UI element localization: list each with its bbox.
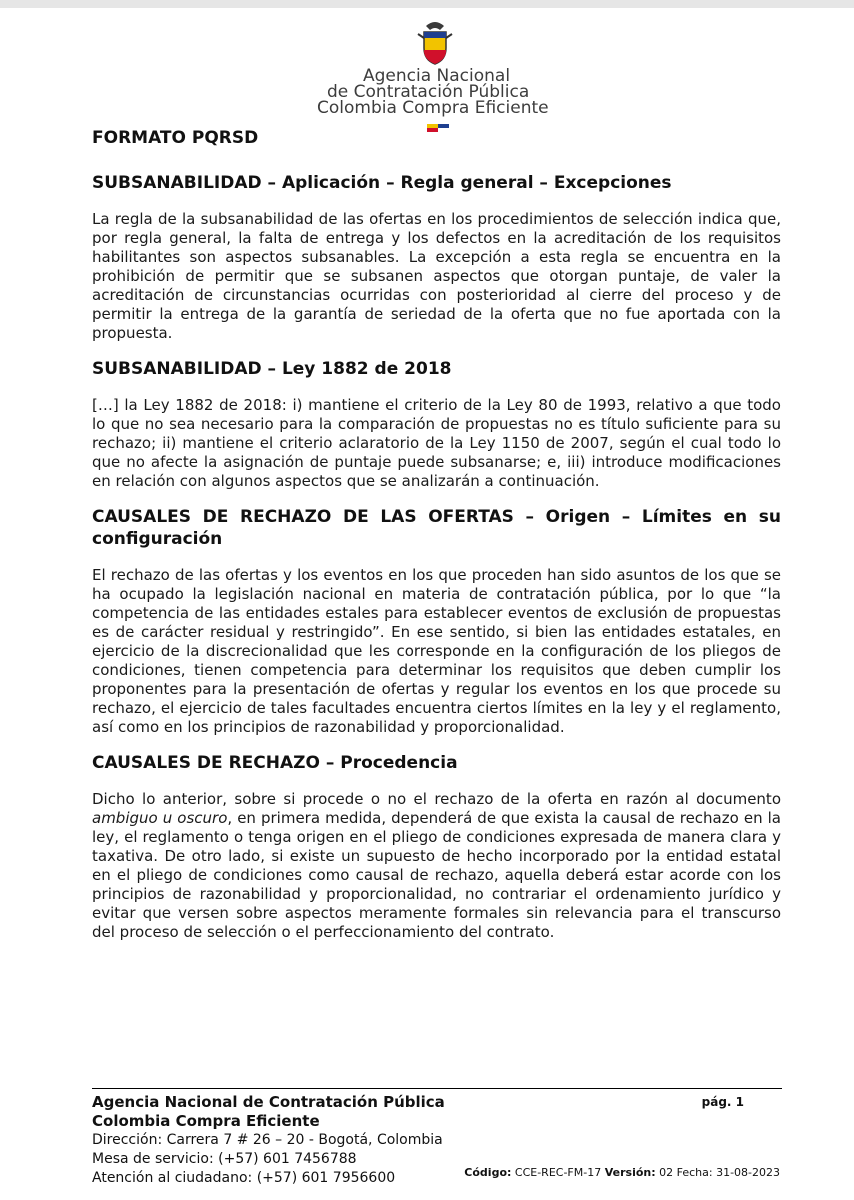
section-body-3: El rechazo de las ofertas y los eventos en los que proceden han sido asuntos de los que se ha ocupado la legislación nacional en materia de contratación pública, por lo que “la competencia de las entidades estales para establecer eventos de exclusión de propuestas es de carácter residual y restringido”. En ese sentido, si bien las entidades estatales, en ejercicio de la discrecionalidad que les corresponde en la configuración de los pliegos de condiciones, tienen competencia para determinar los requisitos que deben cumplir los proponentes para la presentación de ofertas y regular los eventos en los que procede su rechazo, el ejercicio de tales facultades encuentra ciertos límites en la ley y el reglamento, así como en los principios de razonabilidad y proporcionalidad.	[92, 566, 781, 736]
coat-of-arms-icon	[416, 20, 454, 66]
section-heading-3: CAUSALES DE RECHAZO DE LAS OFERTAS – Origen – Límites en su configuración	[92, 507, 781, 549]
footer-address: Dirección: Carrera 7 # 26 – 20 - Bogotá, Colombia	[92, 1132, 443, 1148]
section-heading-2: SUBSANABILIDAD – Ley 1882 de 2018	[92, 359, 452, 379]
code-value: CCE-REC-FM-17	[511, 1166, 605, 1179]
version-value: 02 Fecha: 31-08-2023	[655, 1166, 780, 1179]
top-strip	[0, 0, 854, 8]
footer-org-line2: Colombia Compra Eficiente	[92, 1112, 320, 1130]
code-label: Código:	[464, 1166, 512, 1179]
footer-org-line1: Agencia Nacional de Contratación Pública	[92, 1093, 445, 1111]
section-heading-1: SUBSANABILIDAD – Aplicación – Regla general – Excepciones	[92, 173, 672, 193]
page-number: pág. 1	[701, 1095, 744, 1109]
footer-citizen-service: Atención al ciudadano: (+57) 601 7956600	[92, 1170, 396, 1186]
document-body	[92, 127, 781, 942]
letterhead	[300, 20, 570, 130]
agency-name-line3: Colombia Compra Eficiente	[317, 98, 549, 118]
footer-service-desk: Mesa de servicio: (+57) 601 7456788	[92, 1151, 357, 1167]
section-body-4	[92, 790, 781, 942]
version-label: Versión:	[604, 1166, 656, 1179]
document-code	[464, 1166, 780, 1179]
page-footer	[92, 1088, 782, 1189]
section-body-1: La regla de la subsanabilidad de las ofertas en los procedimientos de selección indica que, por regla general, la falta de entrega y los defectos en la acreditación de los requisitos habilitantes son aspectos subsanables. La excepción a esta regla se encuentra en la prohibición de permitir que se subsanen aspectos que otorgan puntaje, de valer la acreditación de circunstancias ocurridas con posterioridad al cierre del proceso y de permitir la entrega de la garantía de seriedad de la oferta que no fue aportada con la propuesta.	[92, 210, 781, 342]
section-body-4-post: , en primera medida, dependerá de que exista la causal de rechazo en la ley, el reglamento o tenga origen en el pliego de condiciones expresada de manera clara y taxativa. De otro lado, si existe un supuesto de hecho incorporado por la entidad estatal en el pliego de condiciones como causal de rechazo, aquella deberá estar acorde con los principios de razonabilidad y proporcionalidad, no contrariar el ordenamiento jurídico y evitar que versen sobre aspectos meramente formales sin relevancia para el transcurso del proceso de selección o el perfeccionamiento del contrato.	[92, 809, 781, 941]
section-heading-4: CAUSALES DE RECHAZO – Procedencia	[92, 753, 458, 773]
agency-name-line1: Agencia Nacional	[363, 66, 511, 86]
section-body-4-pre: Dicho lo anterior, sobre si procede o no el rechazo de la oferta en razón al documento	[92, 790, 781, 808]
section-body-2: […] la Ley 1882 de 2018: i) mantiene el criterio de la Ley 80 de 1993, relativo a que todo lo que no sea necesario para la comparación de propuestas no es título suficiente para su rechazo; ii) mantiene el criterio aclaratorio de la Ley 1150 de 2007, según el cual todo lo que no afecte la asignación de puntaje puede subsanarse; e, iii) introduce modificaciones en relación con algunos aspectos que se analizarán a continuación.	[92, 396, 781, 490]
agency-name-line2: de Contratación Pública	[327, 82, 530, 102]
section-body-4-italic: ambiguo u oscuro	[92, 809, 228, 827]
document-title: FORMATO PQRSD	[92, 128, 259, 148]
